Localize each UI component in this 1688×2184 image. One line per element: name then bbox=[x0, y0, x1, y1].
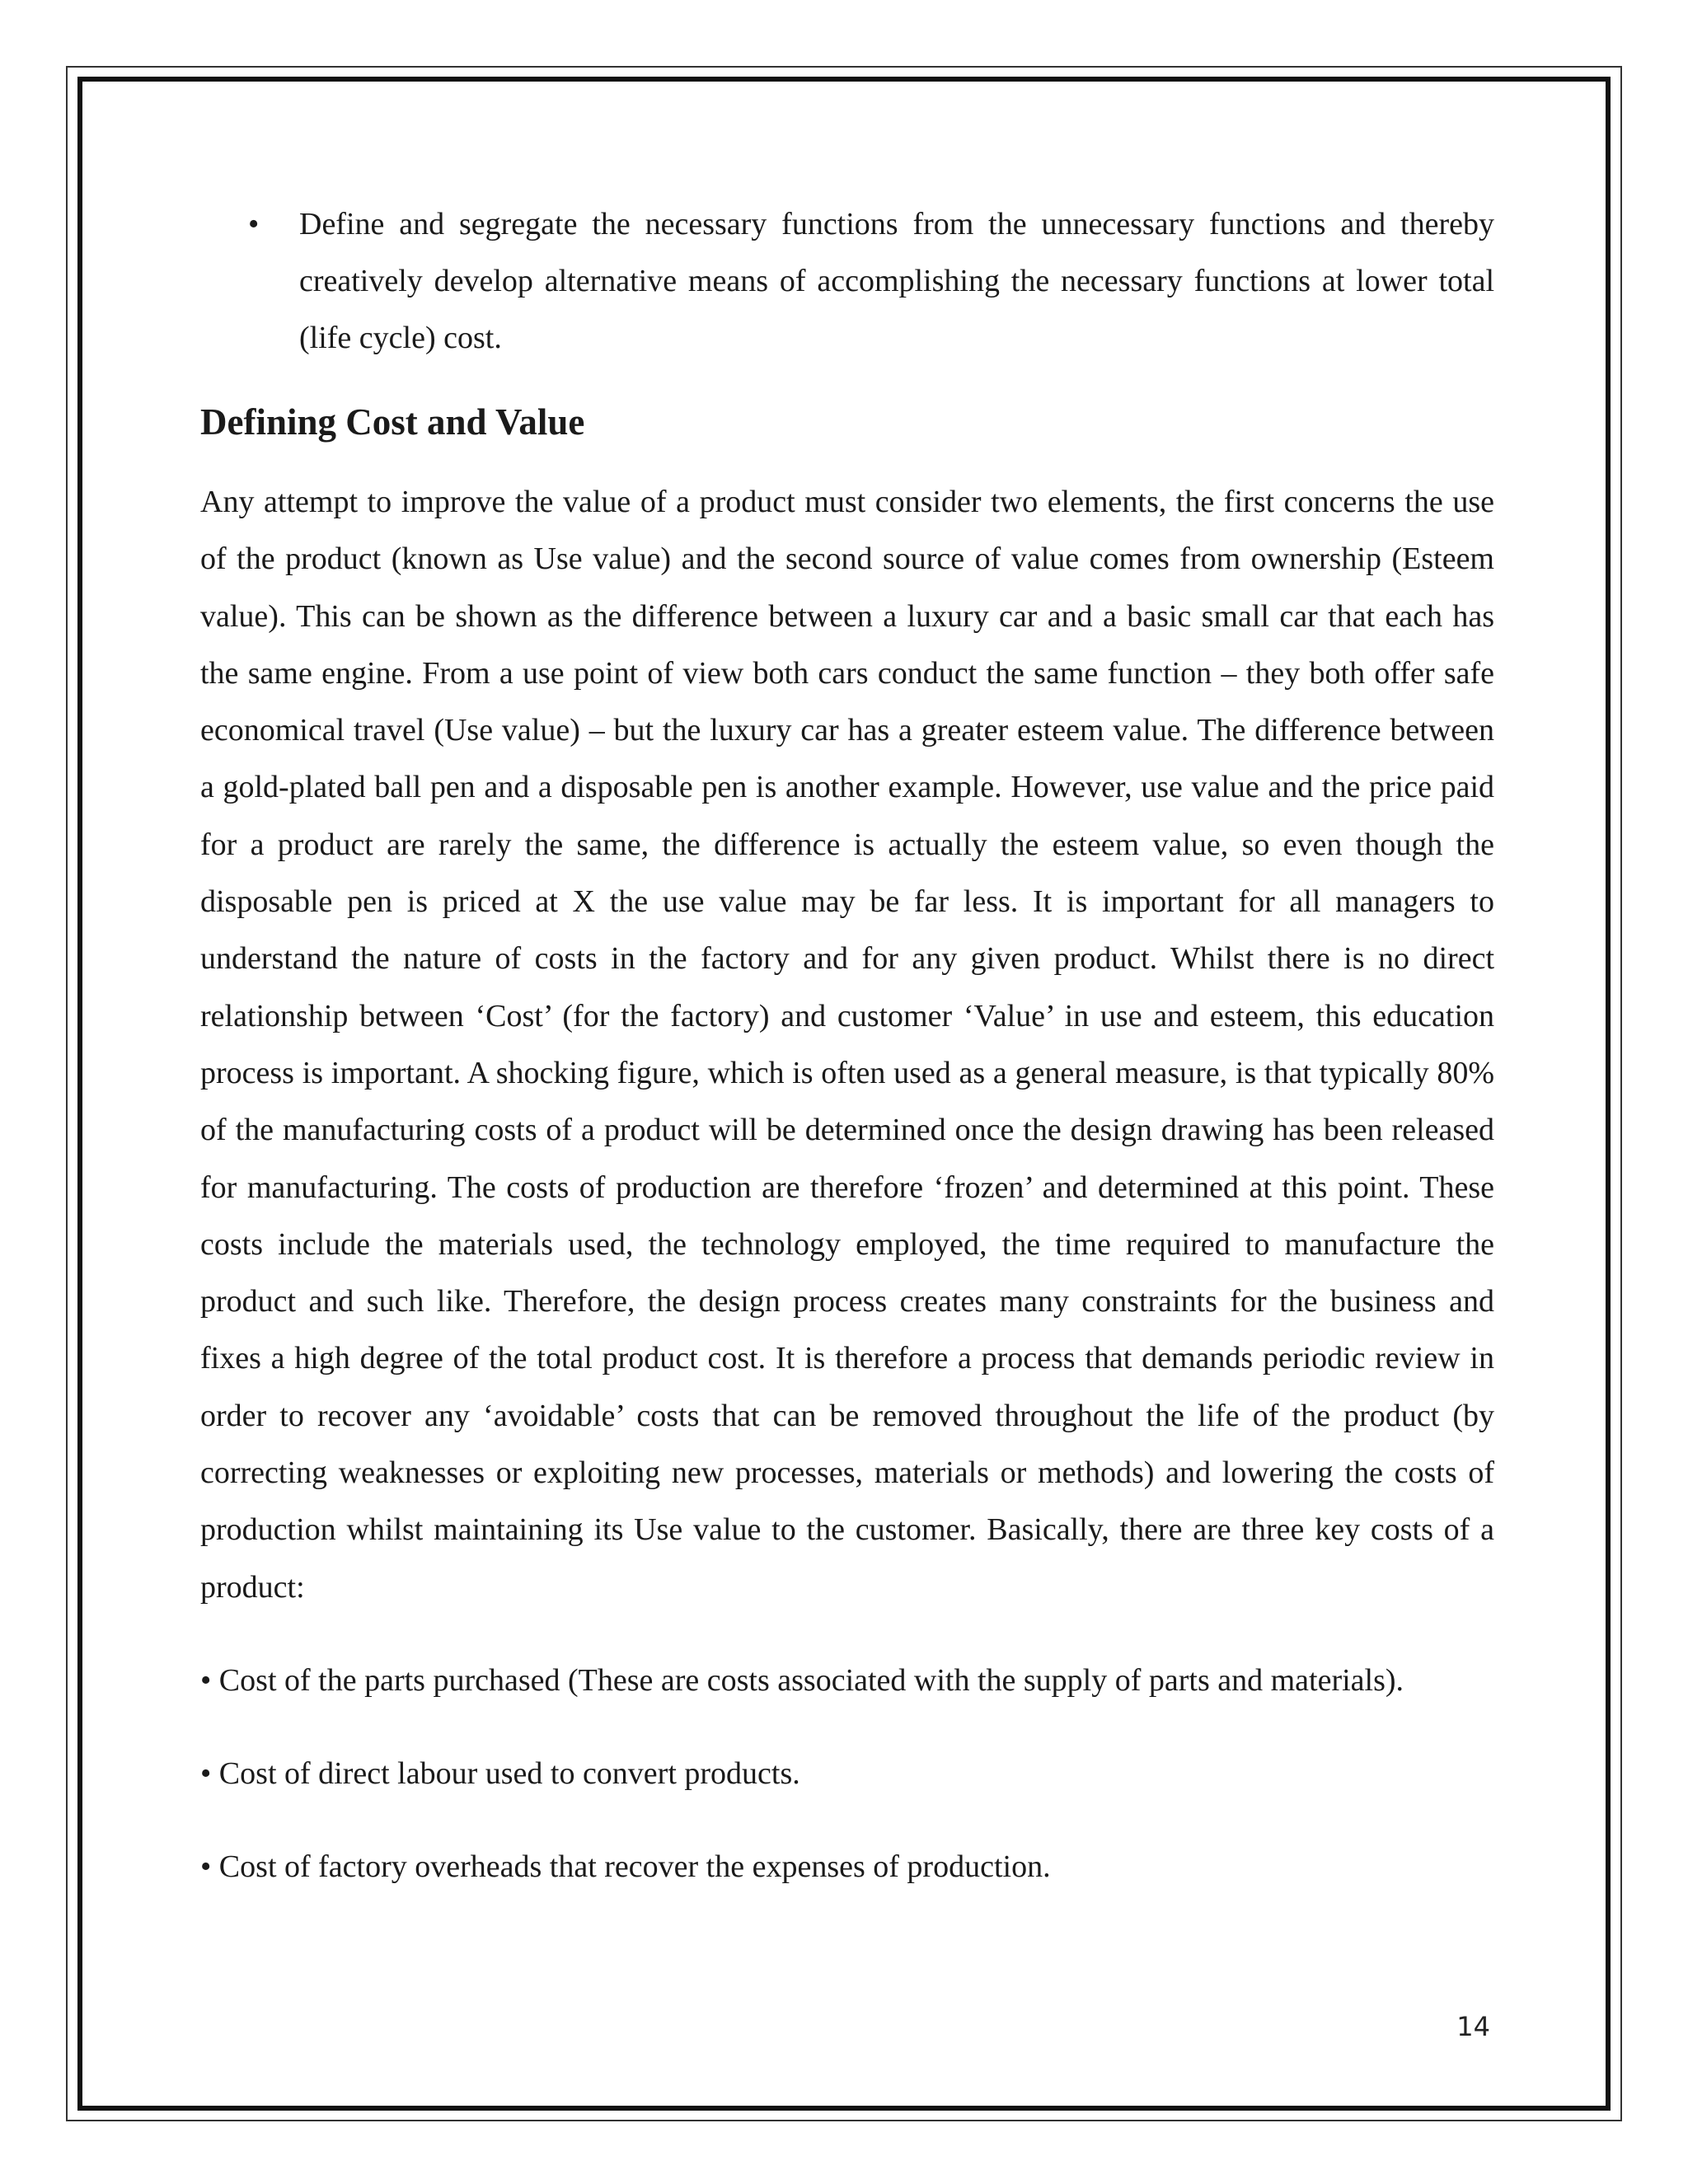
section-heading: Defining Cost and Value bbox=[200, 401, 585, 443]
cost-item-overheads: • Cost of factory overheads that recover the expenses of production. bbox=[200, 1849, 1051, 1884]
section-paragraph: Any attempt to improve the value of a product must consider two elements, the first concerns the use of the product (known as Use value) and the second source of value comes from ownership (Esteem value). This can be shown as the difference between a luxury car and a basic small car that each has the same engine. From a use point of view both cars conduct the same function – they both offer safe economical travel (Use value) – but the luxury car has a greater esteem value. The difference between a gold-plated ball pen and a disposable pen is another example. However, use value and the price paid for a product are rarely the same, the difference is actually the esteem value, so even though the disposable pen is priced at X the use value may be far less. It is important for all managers to understand the nature of costs in the factory and for any given product. Whilst there is no direct relationship between ‘Cost’ (for the factory) and customer ‘Value’ in use and esteem, this education process is important. A shocking figure, which is often used as a general measure, is that typically 80% of the manufacturing costs of a product will be determined once the design drawing has been released for manufacturing. The costs of production are therefore ‘frozen’ and determined at this point. These costs include the materials used, the technology employed, the time required to manufacture the product and such like. Therefore, the design process creates many constraints for the business and fixes a high degree of the total product cost. It is therefore a process that demands periodic review in order to recover any ‘avoidable’ costs that can be removed throughout the life of the product (by correcting weaknesses or exploiting new processes, materials or methods) and lowering the costs of production whilst maintaining its Use value to the customer. Basically, there are three key costs of a product: bbox=[200, 485, 1494, 1605]
bullet-dot-icon: • bbox=[248, 207, 260, 241]
page-number: 14 bbox=[1456, 2011, 1490, 2042]
bullet-intro-item bbox=[200, 196, 1494, 367]
page-content bbox=[200, 196, 1494, 1896]
cost-item-labour: • Cost of direct labour used to convert products. bbox=[200, 1755, 800, 1791]
cost-item-parts: • Cost of the parts purchased (These are costs associated with the supply of parts and materials). bbox=[200, 1662, 1404, 1698]
bullet-intro-text: Define and segregate the necessary functions from the unnecessary functions and thereby creatively develop alternative means of accomplishing the necessary functions at lower total (life cycle) cost. bbox=[299, 207, 1494, 355]
